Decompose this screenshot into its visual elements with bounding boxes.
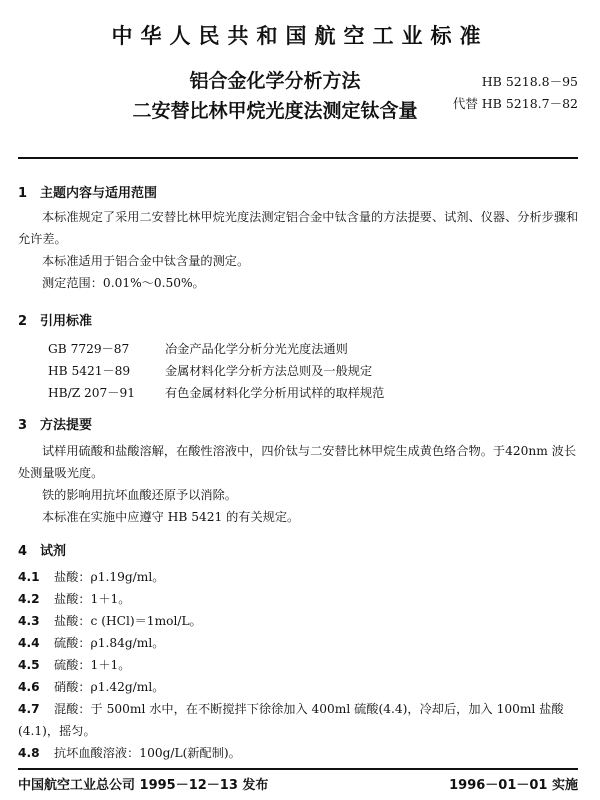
reference-code: HB/Z 207－91 [48,386,135,400]
reagent-text: 盐酸：c (HCl)＝1mol/L。 [54,614,202,628]
section-1-paragraph-2: 本标准适用于铝合金中钛含量的测定。 [42,254,250,268]
reagent-number: 4.5 [18,658,40,672]
reagent-number: 4.3 [18,614,40,628]
issue-date: 中国航空工业总公司 1995－12－13 发布 [18,778,269,793]
document-title-line1: 铝合金化学分析方法 [189,70,361,92]
reagent-number: 4.8 [18,746,40,760]
section-3-paragraph-2: 铁的影响用抗坏血酸还原予以消除。 [42,488,237,502]
section-1-paragraph-1: 本标准规定了采用二安替比林甲烷光度法测定铝合金中钛含量的方法提要、试剂、仪器、分析步骤和允许差。 [18,210,579,246]
section-1-heading: 1 主题内容与适用范围 [18,186,158,201]
reagent-item [18,610,580,632]
reagent-text: 硫酸：ρ1.84g/ml。 [54,636,165,650]
reagent-number: 4.4 [18,636,40,650]
reagent-text: 混酸：于 500ml 水中，在不断搅拌下徐徐加入 400ml 硫酸(4.4)，冷却后，加入 100ml 盐酸(4.1)，摇匀。 [18,702,564,738]
reference-title: 金属材料化学分析方法总则及一般规定 [165,364,373,378]
replaced-standard: 代替 HB 5218.7－82 [452,96,578,111]
reagent-item [18,698,580,742]
document-title-line2: 二安替比林甲烷光度法测定钛含量 [132,100,418,122]
reagent-item [18,566,580,588]
reagent-text: 硝酸：ρ1.42g/ml。 [54,680,165,694]
reagent-number: 4.2 [18,592,40,606]
section-3-paragraph-3: 本标准在实施中应遵守 HB 5421 的有关规定。 [42,510,300,524]
reagent-number: 4.7 [18,702,40,716]
reagent-text: 盐酸：1＋1。 [54,592,131,606]
standard-category-title: 中华人民共和国航空工业标准 [111,24,489,48]
section-3-paragraph-1: 试样用硫酸和盐酸溶解，在酸性溶液中，四价钛与二安替比林甲烷生成黄色络合物。于420nm 波长处测量吸光度。 [18,444,577,480]
footer-divider [18,768,578,770]
header-divider [18,157,578,159]
reference-title: 有色金属材料化学分析用试样的取样规范 [165,386,385,400]
reagent-item [18,654,580,676]
reference-title: 冶金产品化学分析分光光度法通则 [165,342,348,356]
reagent-item [18,588,580,610]
section-4-heading: 4 试剂 [18,544,67,559]
reference-code: GB 7729－87 [48,342,130,356]
reagent-number: 4.6 [18,680,40,694]
section-3-heading: 3 方法提要 [18,418,93,433]
section-1-paragraph-3: 测定范围：0.01%～0.50%。 [42,276,205,290]
section-2-heading: 2 引用标准 [18,314,93,329]
effective-date: 1996－01－01 实施 [449,778,578,793]
reagent-item [18,632,580,654]
reagent-text: 盐酸：ρ1.19g/ml。 [54,570,165,584]
reference-code: HB 5421－89 [48,364,131,378]
reagent-text: 抗坏血酸溶液：100g/L(新配制)。 [54,746,241,760]
reagent-item [18,676,580,698]
reagent-text: 硫酸：1＋1。 [54,658,131,672]
reagent-number: 4.1 [18,570,40,584]
standard-number: HB 5218.8－95 [481,74,578,89]
reagent-item [18,742,580,764]
